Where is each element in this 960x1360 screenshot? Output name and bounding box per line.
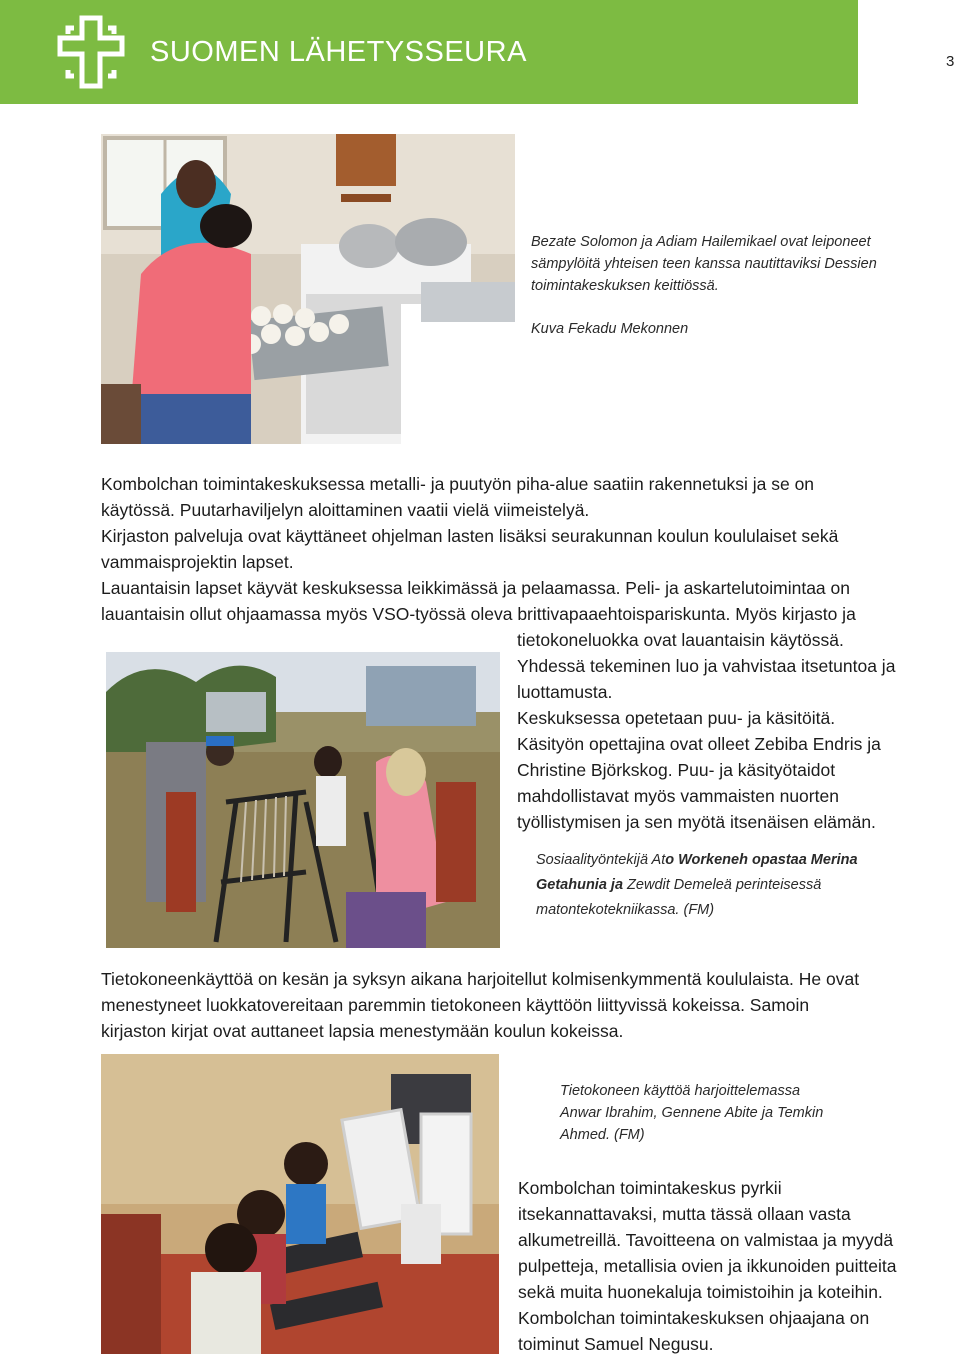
- paragraph-computer-training: [101, 966, 956, 1044]
- caption-part-bold: o Workeneh opastaa Merina: [665, 852, 858, 868]
- paragraph-self-sufficiency: [518, 1175, 958, 1357]
- text-line: Kombolchan toimintakeskus pyrkii: [518, 1178, 782, 1198]
- text-line: Kombolchan toimintakeskuksessa metalli- ja puutyön piha-alue saatiin rakennetuksi ja se on: [101, 474, 815, 494]
- text-line: alkumetreillä. Tavoitteena on valmistaa ja myydä: [518, 1230, 894, 1250]
- kitchen-photo-caption: Bezate Solomon ja Adiam Hailemikael ovat leiponeet sämpylöitä yhteisen teen kanssa nautittaviksi Dessien toimintakeskuksen keittiössä.: [531, 234, 877, 294]
- text-line: Kombolchan toimintakeskuksen ohjaajana on: [518, 1308, 870, 1328]
- caption-line: Anwar Ibrahim, Gennene Abite ja Temkin: [560, 1105, 824, 1121]
- page-number: 3: [946, 53, 955, 70]
- paragraph-crafts: [517, 627, 957, 835]
- weaving-photo: [106, 652, 500, 948]
- caption-line: Tietokoneen käyttöä harjoittelemassa: [560, 1083, 801, 1099]
- paragraph-kombolcha-activities: [101, 471, 951, 627]
- text-line: käytössä. Puutarhaviljelyn aloittaminen vaatii vielä viimeistelyä.: [101, 500, 590, 520]
- text-line: Yhdessä tekeminen luo ja vahvistaa itsetuntoa ja: [517, 656, 896, 676]
- text-line: itsekannattavaksi, mutta tässä ollaan vasta: [518, 1204, 851, 1224]
- caption-part: Zewdit Demeleä perinteisessä: [623, 877, 822, 893]
- text-line: sekä muita huonekaluja toimistoihin ja koteihin.: [518, 1282, 883, 1302]
- text-line: toiminut Samuel Negusu.: [518, 1334, 714, 1354]
- text-line: menestyneet luokkatovereitaan paremmin tietokoneen käyttöön liittyvissä kokeissa. Samoin: [101, 995, 810, 1015]
- text-line: vammaisprojektin lapset.: [101, 552, 294, 572]
- text-line: pulpetteja, metallisia ovien ja ikkunoiden puitteita: [518, 1256, 897, 1276]
- caption-part-bold: Getahunia ja: [536, 877, 624, 893]
- caption-part: Sosiaalityöntekijä At: [536, 852, 666, 868]
- text-line: Keskuksessa opetetaan puu- ja käsitöitä.: [517, 708, 836, 728]
- computer-class-photo: [101, 1054, 499, 1354]
- text-line: Lauantaisin lapset käyvät keskuksessa leikkimässä ja pelaamassa. Peli- ja askartelutoimintaa on: [101, 578, 850, 598]
- text-line: kirjaston kirjat ovat auttaneet lapsia menestymään koulun kokeissa.: [101, 1021, 624, 1041]
- kitchen-photo-credit: Kuva Fekadu Mekonnen: [531, 321, 689, 337]
- text-line: työllistymisen ja sen myötä itsenäisen elämän.: [517, 812, 876, 832]
- cross-logo-icon: [52, 14, 130, 90]
- text-line: Christine Björkskog. Puu- ja käsityötaidot: [517, 760, 836, 780]
- text-line: lauantaisin ollut ohjaamassa myös VSO-työssä oleva brittivapaaehtoispariskunta. Myös kirjasto ja: [101, 604, 856, 624]
- kitchen-photo: [101, 134, 515, 444]
- weaving-photo-caption: [536, 848, 936, 923]
- organization-name: SUOMEN LÄHETYSSEURA: [150, 36, 527, 68]
- text-line: Kirjaston palveluja ovat käyttäneet ohjelman lasten lisäksi seurakunnan koulun koululaiset sekä: [101, 526, 839, 546]
- text-line: mahdollistavat myös vammaisten nuorten: [517, 786, 839, 806]
- caption-line: Ahmed. (FM): [560, 1127, 645, 1143]
- text-line: Tietokoneenkäyttöä on kesän ja syksyn aikana harjoitellut kolmisenkymmentä koululaista. He ovat: [101, 969, 860, 989]
- text-line: tietokoneluokka ovat lauantaisin käytössä.: [517, 630, 844, 650]
- text-line: luottamusta.: [517, 682, 613, 702]
- computer-class-caption: [560, 1080, 950, 1146]
- header-band: [0, 0, 858, 104]
- caption-part: matontekotekniikassa. (FM): [536, 902, 715, 918]
- text-line: Käsityön opettajina ovat olleet Zebiba Endris ja: [517, 734, 881, 754]
